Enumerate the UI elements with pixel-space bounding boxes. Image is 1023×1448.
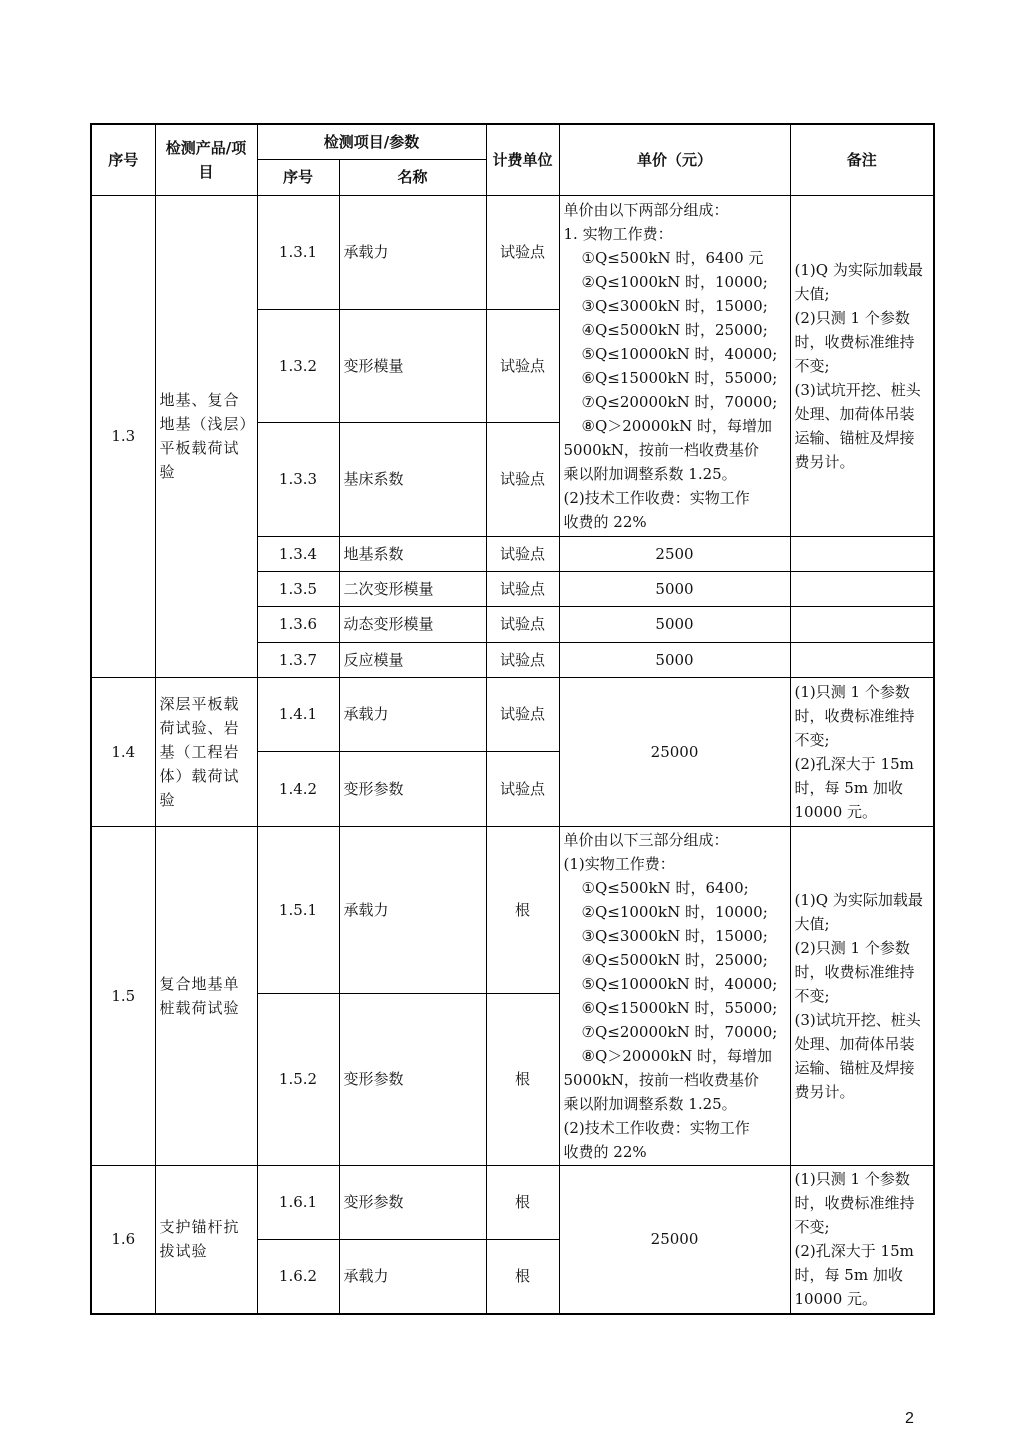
group-product: 复合地基单桩载荷试验 (155, 826, 257, 1165)
row-unit: 试验点 (486, 309, 559, 422)
header-unit: 计费单位 (486, 124, 559, 195)
header-item-group: 检测项目/参数 (257, 124, 486, 159)
note-cell (790, 677, 934, 826)
row-name: 地基系数 (339, 536, 486, 571)
row-unit: 根 (486, 1239, 559, 1314)
note-line: (2)只测 1 个参数时，收费标准维持不变; (794, 938, 915, 1005)
group-price: 25000 (559, 1165, 790, 1314)
row-price: 5000 (559, 606, 790, 642)
note-line: (3)试坑开挖、桩头处理、加荷体吊装运输、锚桩及焊接费另计。 (794, 380, 921, 471)
note-cell (790, 826, 934, 1165)
row-unit: 试验点 (486, 606, 559, 642)
note-line: (1)Q 为实际加载最大值; (794, 260, 923, 303)
row-unit: 试验点 (486, 642, 559, 677)
row-name: 反应模量 (339, 642, 486, 677)
table-row (91, 677, 934, 751)
header-note: 备注 (790, 124, 934, 195)
price-line: ⑥Q≤15000kN 时，55000; (581, 998, 778, 1017)
price-line: 1. 实物工作费： (563, 224, 673, 243)
row-price: 2500 (559, 536, 790, 571)
row-seq: 1.5.2 (257, 993, 339, 1165)
row-unit: 根 (486, 826, 559, 993)
row-seq: 1.3.2 (257, 309, 339, 422)
row-seq: 1.3.1 (257, 195, 339, 309)
price-line: (2)技术工作收费：实物工作 (563, 1118, 750, 1137)
price-line: ①Q≤500kN 时，6400 元 (581, 248, 764, 267)
row-unit: 根 (486, 1165, 559, 1239)
row-note (790, 642, 934, 677)
note-line: (2)孔深大于 15m 时，每 5m 加收 10000 元。 (794, 1242, 914, 1309)
price-line: ⑦Q≤20000kN 时，70000; (581, 392, 778, 411)
price-line: 收费的 22% (563, 512, 647, 531)
note-line: (1)只测 1 个参数时，收费标准维持不变; (794, 682, 915, 749)
price-line: ⑤Q≤10000kN 时，40000; (581, 344, 778, 363)
price-line: ⑥Q≤15000kN 时，55000; (581, 368, 778, 387)
page-number: 2 (905, 1410, 914, 1427)
price-line: ④Q≤5000kN 时，25000; (581, 950, 768, 969)
row-unit: 试验点 (486, 195, 559, 309)
header-product: 检测产品/项目 (155, 124, 257, 195)
row-note (790, 571, 934, 606)
group-seq: 1.5 (91, 826, 155, 1165)
row-name: 变形参数 (339, 751, 486, 826)
row-unit: 试验点 (486, 422, 559, 536)
price-line: 单价由以下三部分组成： (563, 830, 729, 849)
header-sub-seq: 序号 (257, 159, 339, 195)
table-row (91, 195, 934, 309)
price-breakdown (559, 826, 790, 1165)
price-line: ②Q≤1000kN 时，10000; (581, 272, 768, 291)
header-sub-name: 名称 (339, 159, 486, 195)
row-name: 动态变形模量 (339, 606, 486, 642)
row-unit: 试验点 (486, 677, 559, 751)
row-name: 承载力 (339, 195, 486, 309)
row-name: 变形模量 (339, 309, 486, 422)
note-line: (3)试坑开挖、桩头处理、加荷体吊装运输、锚桩及焊接费另计。 (794, 1010, 921, 1101)
header-seq: 序号 (91, 124, 155, 195)
row-name: 基床系数 (339, 422, 486, 536)
row-name: 承载力 (339, 826, 486, 993)
row-price: 5000 (559, 571, 790, 606)
group-seq: 1.6 (91, 1165, 155, 1314)
price-line: 5000kN，按前一档收费基价 (563, 1070, 759, 1089)
price-line: ③Q≤3000kN 时，15000; (581, 296, 768, 315)
row-unit: 根 (486, 993, 559, 1165)
group-seq: 1.4 (91, 677, 155, 826)
row-seq: 1.3.4 (257, 536, 339, 571)
table-row (91, 1165, 934, 1239)
row-name: 承载力 (339, 1239, 486, 1314)
price-line: ①Q≤500kN 时，6400; (581, 878, 749, 897)
price-line: 收费的 22% (563, 1142, 647, 1161)
row-seq: 1.3.7 (257, 642, 339, 677)
row-unit: 试验点 (486, 571, 559, 606)
price-line: 乘以附加调整系数 1.25。 (563, 464, 737, 483)
note-line: (2)只测 1 个参数时，收费标准维持不变; (794, 308, 915, 375)
price-line: (1)实物工作费： (563, 854, 675, 873)
row-seq: 1.3.5 (257, 571, 339, 606)
row-note (790, 536, 934, 571)
price-breakdown (559, 195, 790, 536)
price-line: ⑧Q＞20000kN 时，每增加 (581, 1046, 772, 1065)
row-unit: 试验点 (486, 536, 559, 571)
row-name: 变形参数 (339, 993, 486, 1165)
group-product: 深层平板载荷试验、岩基（工程岩体）载荷试验 (155, 677, 257, 826)
group-seq: 1.3 (91, 195, 155, 677)
price-line: ④Q≤5000kN 时，25000; (581, 320, 768, 339)
header-price: 单价（元） (559, 124, 790, 195)
price-line: ⑤Q≤10000kN 时，40000; (581, 974, 778, 993)
price-line: ⑦Q≤20000kN 时，70000; (581, 1022, 778, 1041)
row-seq: 1.3.3 (257, 422, 339, 536)
note-line: (2)孔深大于 15m 时，每 5m 加收 10000 元。 (794, 754, 914, 821)
note-cell (790, 195, 934, 536)
row-name: 二次变形模量 (339, 571, 486, 606)
row-seq: 1.6.2 (257, 1239, 339, 1314)
row-price: 5000 (559, 642, 790, 677)
note-line: (1)只测 1 个参数时，收费标准维持不变; (794, 1170, 915, 1237)
price-line: ⑧Q＞20000kN 时，每增加 (581, 416, 772, 435)
group-product: 地基、复合地基（浅层）平板载荷试验 (155, 195, 257, 677)
group-price: 25000 (559, 677, 790, 826)
row-note (790, 606, 934, 642)
row-name: 变形参数 (339, 1165, 486, 1239)
row-unit: 试验点 (486, 751, 559, 826)
price-line: ③Q≤3000kN 时，15000; (581, 926, 768, 945)
fee-table (90, 123, 935, 1315)
price-line: 5000kN，按前一档收费基价 (563, 440, 759, 459)
price-line: ②Q≤1000kN 时，10000; (581, 902, 768, 921)
row-seq: 1.4.2 (257, 751, 339, 826)
row-seq: 1.3.6 (257, 606, 339, 642)
table-row (91, 826, 934, 993)
price-line: 乘以附加调整系数 1.25。 (563, 1094, 737, 1113)
note-cell (790, 1165, 934, 1314)
group-product: 支护锚杆抗拔试验 (155, 1165, 257, 1314)
price-line: 单价由以下两部分组成： (563, 200, 729, 219)
row-name: 承载力 (339, 677, 486, 751)
price-line: (2)技术工作收费：实物工作 (563, 488, 750, 507)
row-seq: 1.4.1 (257, 677, 339, 751)
row-seq: 1.5.1 (257, 826, 339, 993)
note-line: (1)Q 为实际加载最大值; (794, 890, 923, 933)
row-seq: 1.6.1 (257, 1165, 339, 1239)
